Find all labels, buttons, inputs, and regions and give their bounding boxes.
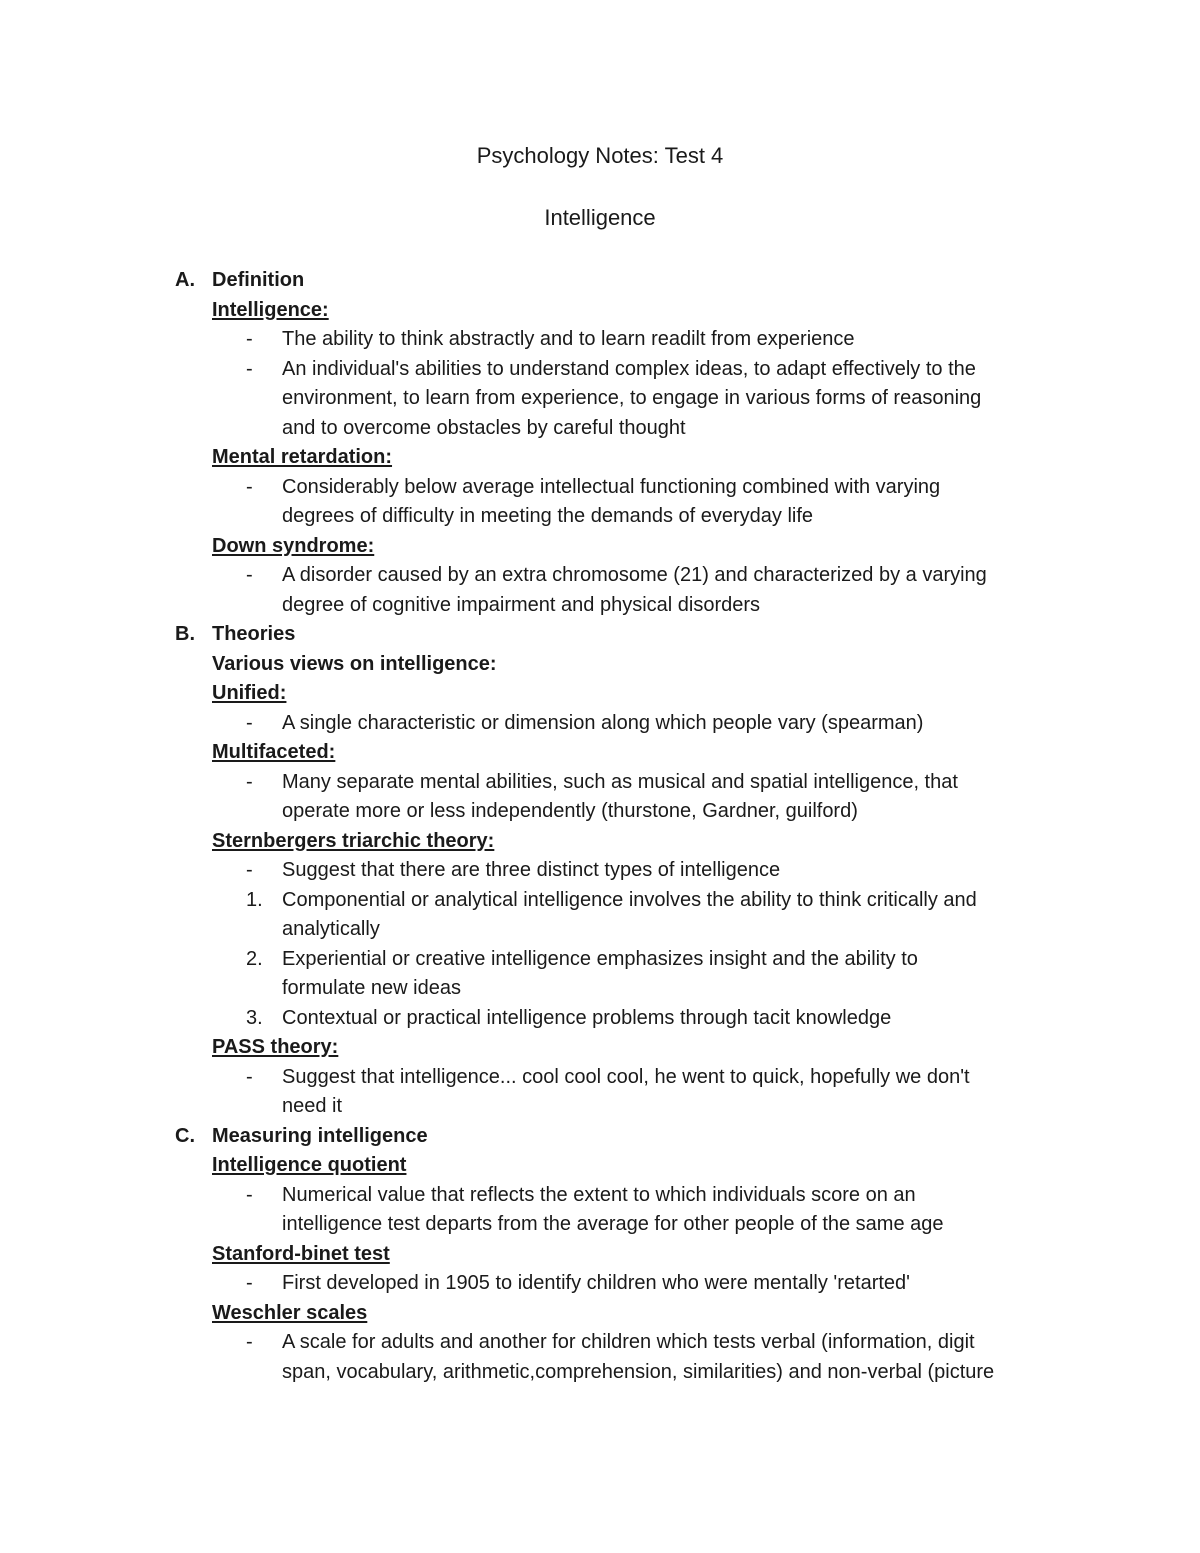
bullet-dash: -	[246, 328, 253, 350]
bullet-dash: -	[246, 711, 253, 734]
list-number: 2.	[246, 947, 263, 970]
item-text: Contextual or practical intelligence problems through tacit knowledge	[282, 1006, 892, 1029]
bullet-dash: -	[246, 1272, 253, 1294]
term-label: Intelligence quotient	[212, 1154, 407, 1176]
item-text: intelligence test departs from the average for other people of the same age	[282, 1213, 944, 1235]
item-text: A disorder caused by an extra chromosome (21) and characterized by a varying	[282, 564, 987, 586]
term-label: Intelligence:	[212, 298, 329, 321]
term-heading	[0, 1240, 1200, 1270]
term-heading	[0, 532, 1200, 562]
term-heading	[0, 443, 1200, 473]
section-letter: B.	[175, 623, 195, 645]
term-label: Stanford-binet test	[212, 1242, 390, 1265]
bullet-item	[0, 1269, 1200, 1299]
section-heading-text: Theories	[212, 623, 296, 645]
section-heading-text: Measuring intelligence	[212, 1124, 428, 1147]
continuation-line	[0, 414, 1200, 444]
item-text: The ability to think abstractly and to learn readilt from experience	[282, 328, 855, 350]
continuation-line	[0, 1358, 1200, 1388]
section-letter: A.	[175, 269, 195, 291]
term-heading	[0, 1151, 1200, 1181]
term-label: Weschler scales	[212, 1301, 368, 1324]
term-heading	[0, 679, 1200, 709]
notes-outline	[0, 266, 1200, 1387]
continuation-line	[0, 1210, 1200, 1240]
bullet-dash: -	[246, 770, 253, 793]
item-text: and to overcome obstacles by careful thought	[282, 416, 686, 439]
numbered-item	[0, 945, 1200, 975]
continuation-line	[0, 384, 1200, 414]
term-heading	[0, 827, 1200, 857]
term-label: Multifaceted:	[212, 741, 336, 763]
section-heading	[0, 266, 1200, 296]
term-heading	[0, 1299, 1200, 1329]
item-text: operate more or less independently (thurstone, Gardner, guilford)	[282, 800, 858, 822]
item-text: First developed in 1905 to identify children who were mentally 'retarted'	[282, 1272, 910, 1294]
continuation-line	[0, 1092, 1200, 1122]
continuation-line	[0, 974, 1200, 1004]
continuation-line	[0, 797, 1200, 827]
numbered-item	[0, 1004, 1200, 1034]
item-text: span, vocabulary, arithmetic,comprehension, similarities) and non-verbal (picture	[282, 1360, 995, 1383]
bullet-item	[0, 856, 1200, 886]
item-text: degree of cognitive impairment and physical disorders	[282, 593, 761, 616]
term-label: Sternbergers triarchic theory:	[212, 829, 495, 852]
item-text: Componential or analytical intelligence involves the ability to think critically and	[282, 888, 977, 911]
item-text: A scale for adults and another for children which tests verbal (information, digit	[282, 1331, 975, 1353]
item-text: environment, to learn from experience, to engage in various forms of reasoning	[282, 387, 982, 409]
term-label: PASS theory:	[212, 1036, 339, 1058]
item-text: Numerical value that reflects the extent to which individuals score on an	[282, 1183, 916, 1206]
bullet-dash: -	[246, 475, 253, 498]
section-heading	[0, 620, 1200, 650]
bullet-dash: -	[246, 1065, 253, 1088]
bullet-dash: -	[246, 564, 253, 586]
section-title: Intelligence	[544, 205, 656, 230]
item-text: Experiential or creative intelligence emphasizes insight and the ability to	[282, 947, 918, 970]
list-number: 3.	[246, 1006, 263, 1029]
bullet-dash: -	[246, 1183, 253, 1206]
bullet-item	[0, 325, 1200, 355]
bullet-dash: -	[246, 1331, 253, 1353]
bullet-item	[0, 561, 1200, 591]
item-text: analytically	[282, 918, 380, 940]
term-label: Mental retardation:	[212, 446, 393, 468]
term-label: Unified:	[212, 682, 287, 704]
item-text: formulate new ideas	[282, 977, 461, 999]
numbered-item	[0, 886, 1200, 916]
section-letter: C.	[175, 1124, 195, 1147]
section-heading	[0, 1122, 1200, 1152]
item-text: An individual's abilities to understand complex ideas, to adapt effectively to the	[282, 357, 976, 380]
item-text: Suggest that there are three distinct types of intelligence	[282, 859, 781, 881]
bullet-item	[0, 1328, 1200, 1358]
term-heading	[0, 738, 1200, 768]
item-text: degrees of difficulty in meeting the demands of everyday life	[282, 505, 814, 527]
bullet-dash: -	[246, 357, 253, 380]
continuation-line	[0, 591, 1200, 621]
list-number: 1.	[246, 888, 263, 911]
bullet-item	[0, 709, 1200, 739]
continuation-line	[0, 502, 1200, 532]
section-heading-text: Definition	[212, 269, 305, 291]
term-label: Down syndrome:	[212, 534, 375, 557]
continuation-line	[0, 915, 1200, 945]
bullet-item	[0, 1181, 1200, 1211]
bullet-item	[0, 355, 1200, 385]
item-text: Suggest that intelligence... cool cool cool, he went to quick, hopefully we don't	[282, 1065, 970, 1088]
term-heading	[0, 1033, 1200, 1063]
bullet-item	[0, 1063, 1200, 1093]
item-text: Many separate mental abilities, such as musical and spatial intelligence, that	[282, 770, 958, 793]
bullet-dash: -	[246, 859, 253, 881]
term-heading	[0, 296, 1200, 326]
document-title: Psychology Notes: Test 4	[476, 143, 724, 168]
item-text: A single characteristic or dimension along which people vary (spearman)	[282, 711, 924, 734]
subheading	[0, 650, 1200, 680]
subheading-text: Various views on intelligence:	[212, 652, 497, 675]
item-text: Considerably below average intellectual functioning combined with varying	[282, 475, 941, 498]
item-text: need it	[282, 1095, 343, 1117]
bullet-item	[0, 473, 1200, 503]
bullet-item	[0, 768, 1200, 798]
